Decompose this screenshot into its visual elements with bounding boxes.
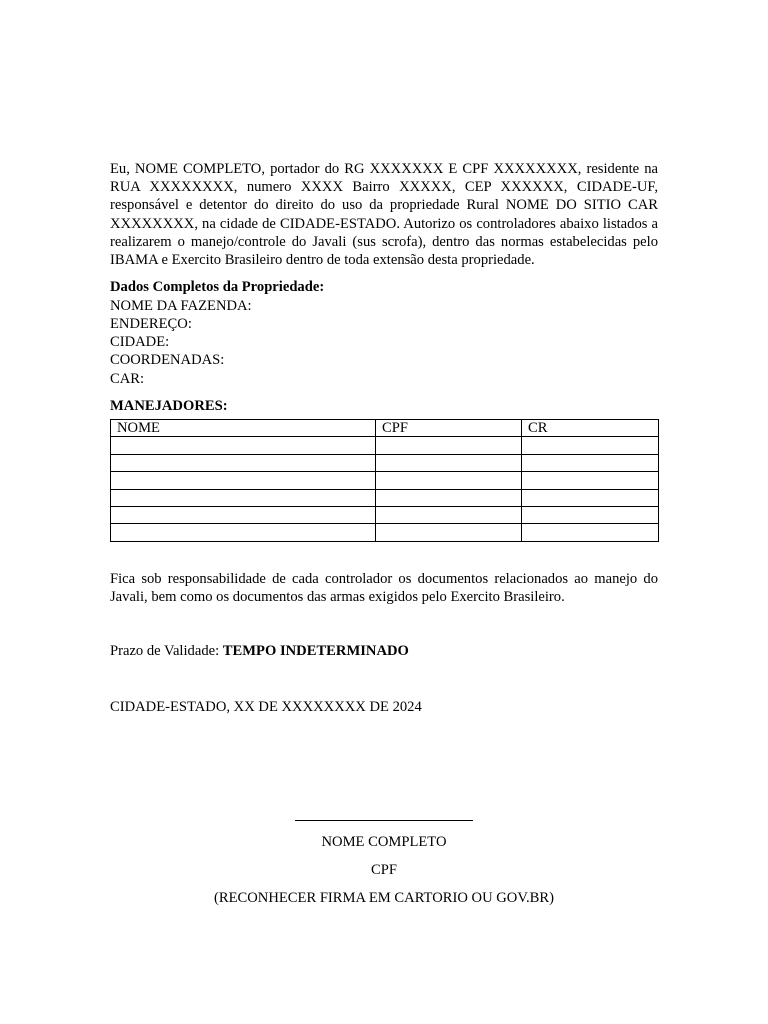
table-cell-nome bbox=[111, 524, 376, 541]
table-row bbox=[111, 524, 659, 541]
signature-line bbox=[295, 820, 473, 821]
table-row bbox=[111, 437, 659, 454]
signature-cpf: CPF bbox=[371, 862, 397, 878]
table-cell-cr bbox=[522, 472, 659, 489]
table-row bbox=[111, 489, 659, 506]
table-row bbox=[111, 506, 659, 523]
validity-value: TEMPO INDETERMINADO bbox=[222, 643, 409, 660]
validity-line bbox=[110, 642, 658, 660]
document-body bbox=[110, 160, 658, 716]
table-cell-cpf bbox=[376, 506, 522, 523]
table-cell-cpf bbox=[376, 489, 522, 506]
manejadores-heading: MANEJADORES: bbox=[110, 398, 228, 414]
validity-label: Prazo de Validade: bbox=[110, 643, 223, 660]
city-label: CIDADE: bbox=[110, 334, 170, 351]
table-row bbox=[111, 472, 659, 489]
table-cell-cr bbox=[522, 437, 659, 454]
column-header-nome: NOME bbox=[111, 420, 376, 437]
table-cell-cpf bbox=[376, 524, 522, 541]
table-cell-cpf bbox=[376, 454, 522, 471]
table-cell-cpf bbox=[376, 437, 522, 454]
table-cell-cr bbox=[522, 524, 659, 541]
property-heading: Dados Completos da Propriedade: bbox=[110, 279, 325, 296]
responsibility-paragraph: Fica sob responsabilidade de cada controlador os documentos relacionados ao manejo do Javali, bem como os documentos das armas exigidos pelo Exercito Brasileiro. bbox=[110, 570, 658, 606]
property-details bbox=[110, 278, 658, 388]
column-header-cr: CR bbox=[522, 420, 659, 437]
signature-name: NOME COMPLETO bbox=[321, 834, 447, 850]
table-header-row bbox=[111, 420, 659, 437]
table-cell-nome bbox=[111, 489, 376, 506]
signature-note: (RECONHECER FIRMA EM CARTORIO OU GOV.BR) bbox=[214, 890, 554, 906]
manejadores-table bbox=[110, 419, 659, 542]
address-label: ENDEREÇO: bbox=[110, 315, 192, 332]
table-cell-cr bbox=[522, 489, 659, 506]
signature-block bbox=[0, 820, 768, 907]
table-cell-nome bbox=[111, 506, 376, 523]
table-cell-nome bbox=[111, 454, 376, 471]
table-cell-nome bbox=[111, 437, 376, 454]
table-row bbox=[111, 454, 659, 471]
intro-paragraph: Eu, NOME COMPLETO, portador do RG XXXXXXX E CPF XXXXXXXX, residente na RUA XXXXXXXX, numero XXXX Bairro XXXXX, CEP XXXXXX, CIDADE-UF, responsável e detentor do direito do uso da propriedade Rural NOME DO SITIO CAR XXXXXXXX, na cidade de CIDADE-ESTADO. Autorizo os controladores abaixo listados a realizarem o manejo/controle do Javali (sus scrofa), dentro das normas estabelecidas pelo IBAMA e Exercito Brasileiro dentro de toda extensão desta propriedade. bbox=[110, 161, 658, 269]
table-cell-cr bbox=[522, 454, 659, 471]
farm-name-label: NOME DA FAZENDA: bbox=[110, 297, 252, 314]
table-cell-cr bbox=[522, 506, 659, 523]
table-cell-cpf bbox=[376, 472, 522, 489]
place-date: CIDADE-ESTADO, XX DE XXXXXXXX DE 2024 bbox=[110, 699, 422, 716]
car-label: CAR: bbox=[110, 370, 145, 387]
coordinates-label: COORDENADAS: bbox=[110, 352, 225, 369]
column-header-cpf: CPF bbox=[376, 420, 522, 437]
table-cell-nome bbox=[111, 472, 376, 489]
